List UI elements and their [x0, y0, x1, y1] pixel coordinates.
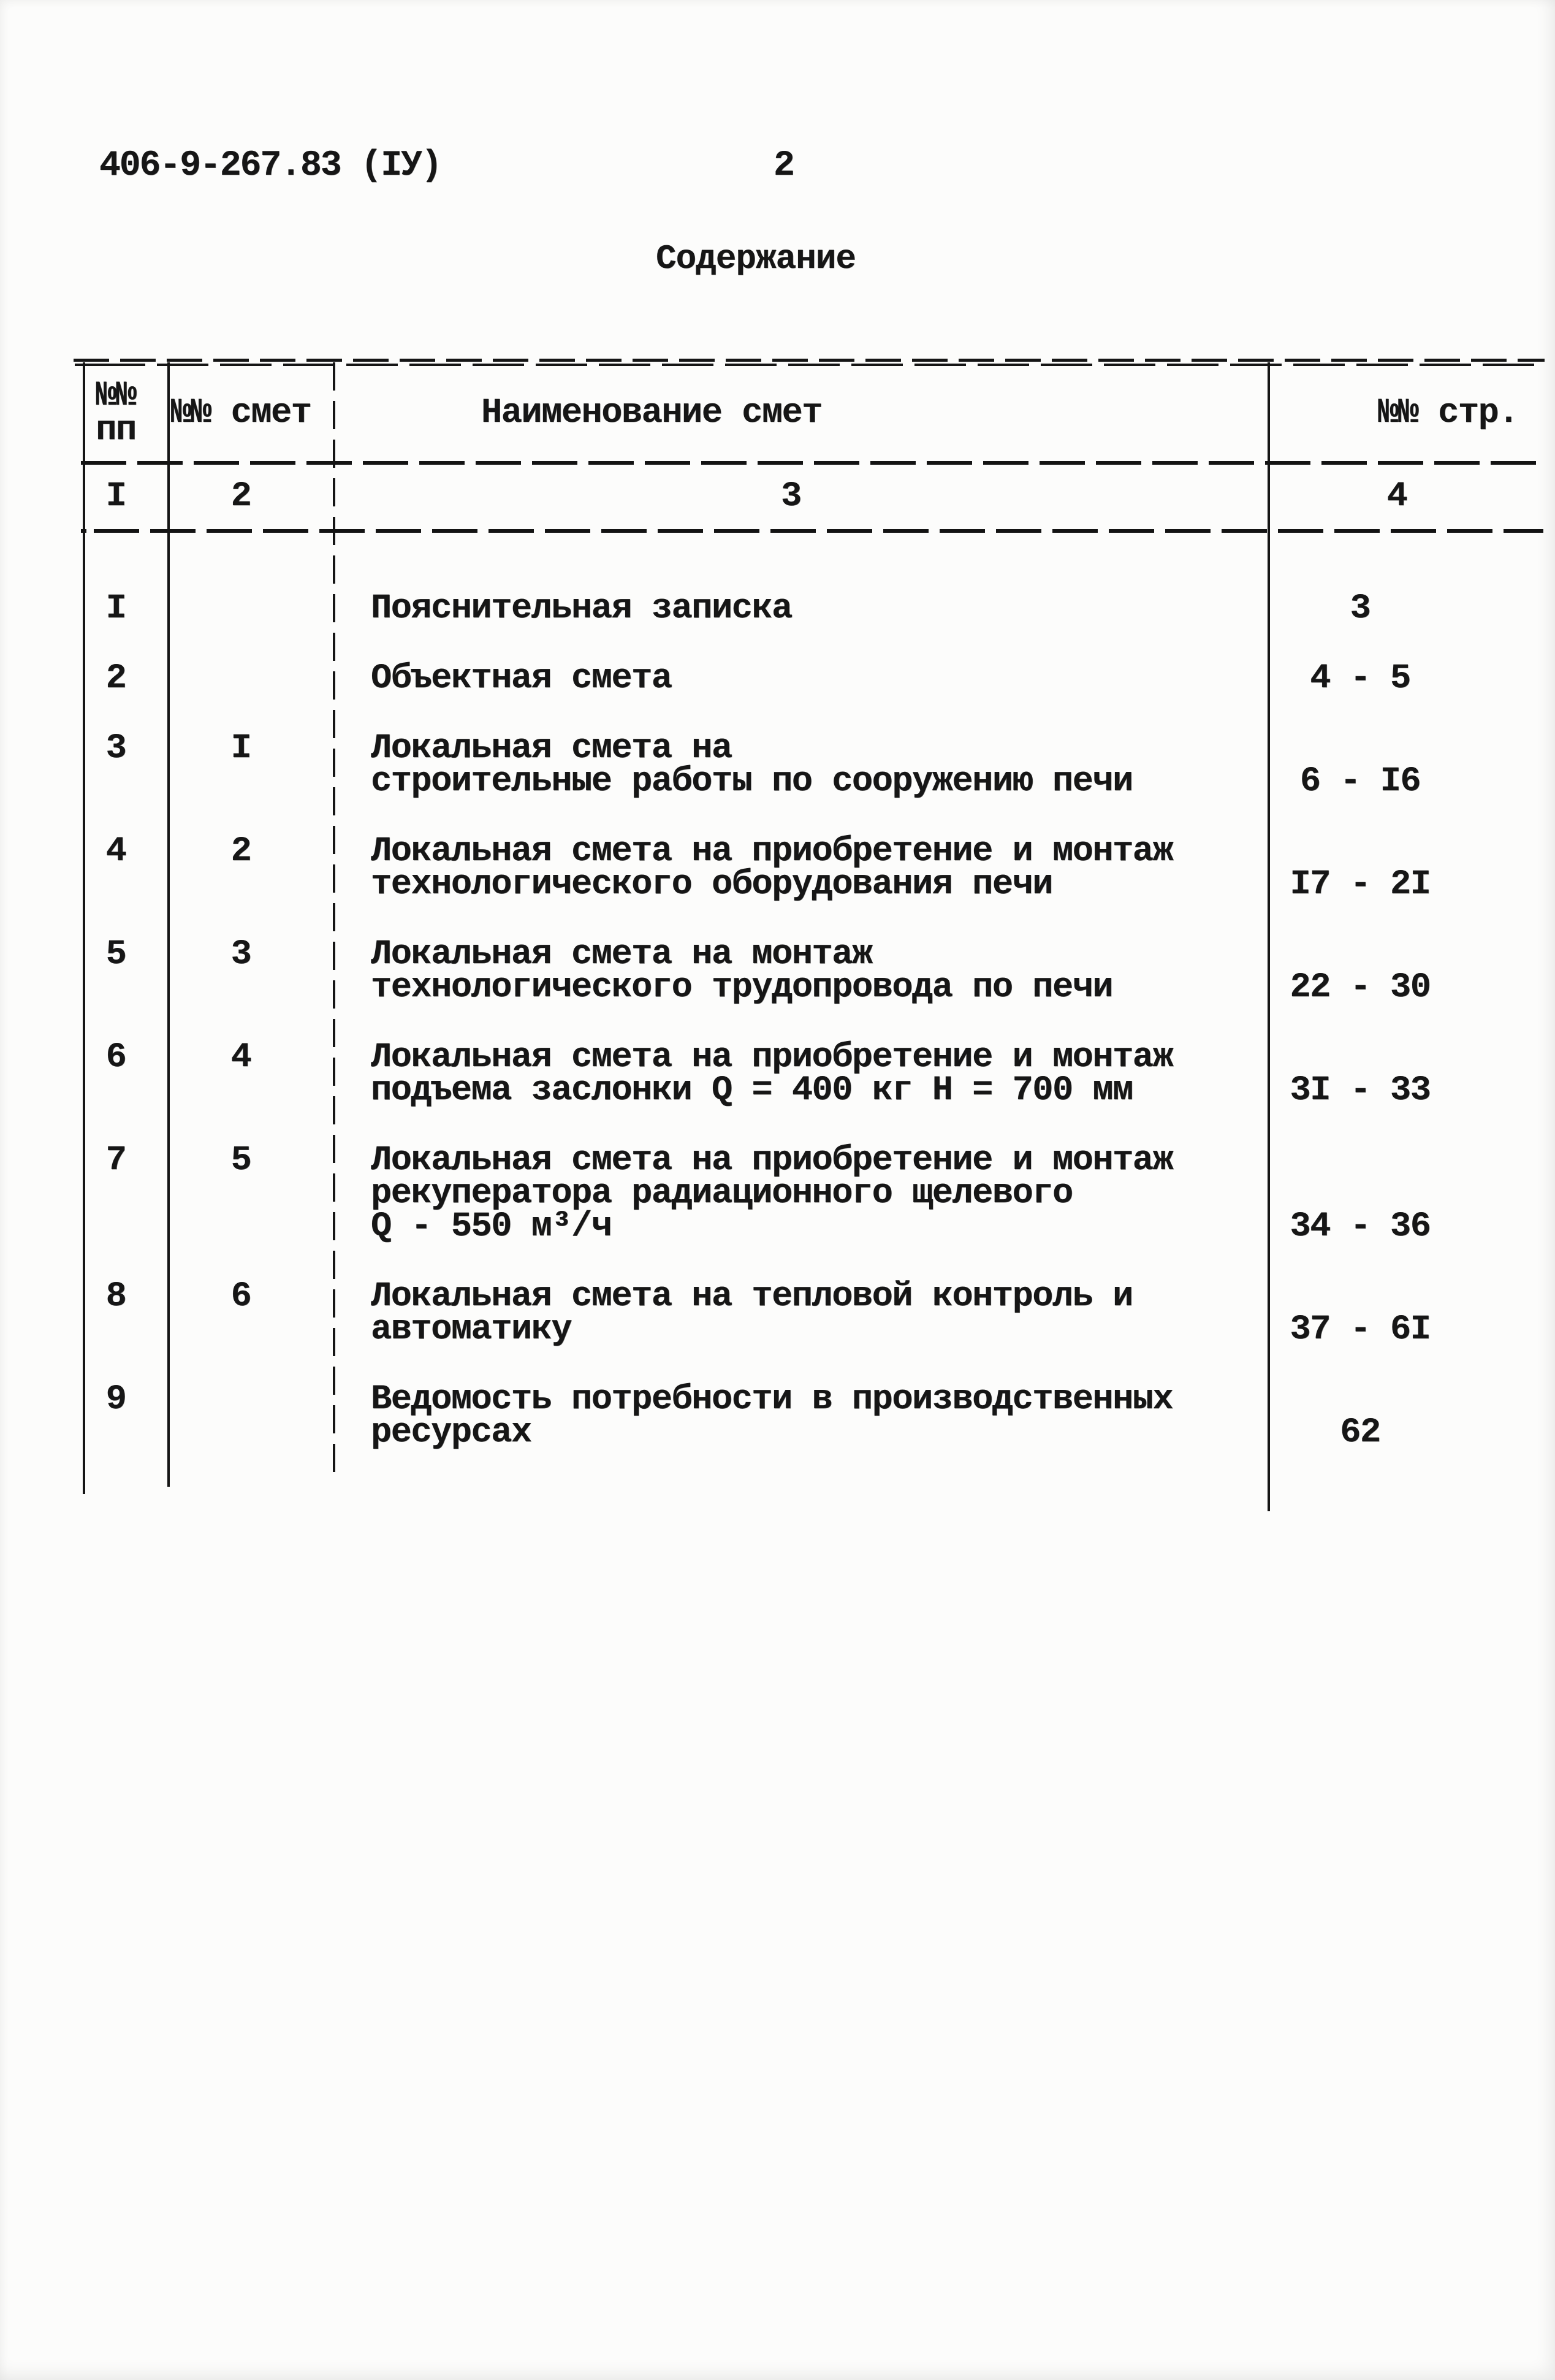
- estimate-name: [324, 659, 1258, 698]
- column-number-3: 3: [781, 477, 801, 516]
- row-number: 4: [105, 832, 126, 871]
- estimate-name-line: технологического трудопровода по печи: [371, 968, 1113, 1007]
- document-header: [0, 147, 1555, 190]
- row-number: 9: [105, 1380, 126, 1419]
- estimate-name-line: технологического оборудования печи: [371, 865, 1052, 904]
- row-number: 3: [105, 729, 126, 768]
- pages-value: 3: [1350, 589, 1371, 628]
- estimate-name-line: Локальная смета на монтаж: [371, 935, 872, 974]
- border-dash-line: [74, 359, 1545, 362]
- estimate-name-line: строительные работы по сооружению печи: [371, 762, 1133, 801]
- pages-cell: [1258, 1280, 1535, 1349]
- pages-cell: [1258, 1383, 1535, 1452]
- table-row: [74, 1038, 1545, 1110]
- header-pages: №№ стр.: [1378, 393, 1518, 433]
- estimate-name-line: Пояснительная записка: [371, 589, 792, 628]
- column-number-separator-line: [81, 529, 1543, 533]
- table-row: [74, 589, 1545, 628]
- table-header-row: [74, 365, 1545, 461]
- pages-value: 4 - 5: [1310, 659, 1410, 698]
- pages-value: 34 - 36: [1290, 1207, 1431, 1246]
- column-number-4: 4: [1386, 477, 1407, 516]
- estimate-name: [324, 1277, 1258, 1349]
- estimate-name: [324, 1038, 1258, 1110]
- header-row-number-line2: пп: [96, 410, 136, 450]
- estimate-name-line: Локальная смета на приобретение и монтаж: [371, 1038, 1173, 1077]
- pages-value: 6 - I6: [1299, 762, 1421, 801]
- table-row: [74, 729, 1545, 801]
- estimate-name: [324, 1380, 1258, 1452]
- estimate-name: [324, 589, 1258, 628]
- column-number-2: 2: [230, 477, 251, 516]
- estimate-name-line: ресурсах: [371, 1413, 531, 1452]
- row-number: 6: [105, 1038, 126, 1077]
- estimate-name-line: рекуператора радиационного щелевого: [371, 1174, 1073, 1213]
- pages-cell: [1258, 732, 1535, 801]
- column-number-row: [74, 464, 1545, 529]
- estimate-name: [324, 935, 1258, 1007]
- pages-value: 3I - 33: [1290, 1071, 1431, 1110]
- estimate-number: [158, 1383, 324, 1449]
- row-number: 2: [105, 659, 126, 698]
- page-title: Содержание: [655, 239, 856, 278]
- estimate-name-line: Локальная смета на приобретение и монтаж: [371, 832, 1173, 871]
- estimate-number: [158, 592, 324, 625]
- contents-table: [74, 359, 1545, 1517]
- estimate-number: 5: [230, 1141, 251, 1180]
- table-row: [74, 935, 1545, 1007]
- estimate-name-line: Объектная смета: [371, 659, 672, 698]
- estimate-name: [324, 1141, 1258, 1246]
- estimate-number: 4: [230, 1038, 251, 1077]
- table-body: [74, 589, 1545, 1486]
- table-row: [74, 1380, 1545, 1452]
- pages-cell: [1258, 1144, 1535, 1246]
- estimate-number: 6: [230, 1277, 251, 1316]
- sheet-number: 2: [774, 146, 795, 186]
- estimate-number: 3: [230, 935, 251, 974]
- estimate-name-line: подъема заслонки Q = 400 кг Н = 700 мм: [371, 1071, 1133, 1110]
- estimate-number: [158, 662, 324, 695]
- pages-value: 37 - 6I: [1290, 1310, 1431, 1349]
- estimate-name-line: Q - 550 м³/ч: [371, 1207, 612, 1246]
- estimate-name: [324, 832, 1258, 904]
- row-number: 8: [105, 1277, 126, 1316]
- estimate-name-line: Локальная смета на тепловой контроль и: [371, 1277, 1133, 1316]
- pages-cell: [1258, 938, 1535, 1007]
- estimate-name-line: автоматику: [371, 1310, 572, 1349]
- table-row: [74, 832, 1545, 904]
- estimate-name-line: Локальная смета на: [371, 729, 732, 768]
- pages-cell: [1258, 589, 1535, 628]
- table-row: [74, 659, 1545, 698]
- document-number: 406-9-267.83 (IУ): [99, 146, 441, 186]
- pages-value: I7 - 2I: [1290, 865, 1431, 904]
- header-estimate-name: Наименование смет: [481, 393, 822, 433]
- pages-cell: [1258, 1041, 1535, 1110]
- pages-cell: [1258, 659, 1535, 698]
- pages-value: 22 - 30: [1290, 968, 1431, 1007]
- row-number: 7: [105, 1141, 126, 1180]
- row-number: I: [105, 589, 126, 628]
- table-row: [74, 1141, 1545, 1246]
- table-row: [74, 1277, 1545, 1349]
- estimate-number: I: [230, 729, 251, 768]
- estimate-name: [324, 729, 1258, 801]
- estimate-name-line: Локальная смета на приобретение и монтаж: [371, 1141, 1173, 1180]
- pages-cell: [1258, 835, 1535, 904]
- row-number: 5: [105, 935, 126, 974]
- header-row-number-line1: №№: [96, 376, 136, 416]
- estimate-number: 2: [230, 832, 251, 871]
- header-row-number: [74, 376, 158, 450]
- column-number-1: I: [105, 477, 126, 516]
- header-estimate-number: №№ смет: [170, 393, 311, 433]
- estimate-name-line: Ведомость потребности в производственных: [371, 1380, 1173, 1419]
- pages-value: 62: [1340, 1413, 1380, 1452]
